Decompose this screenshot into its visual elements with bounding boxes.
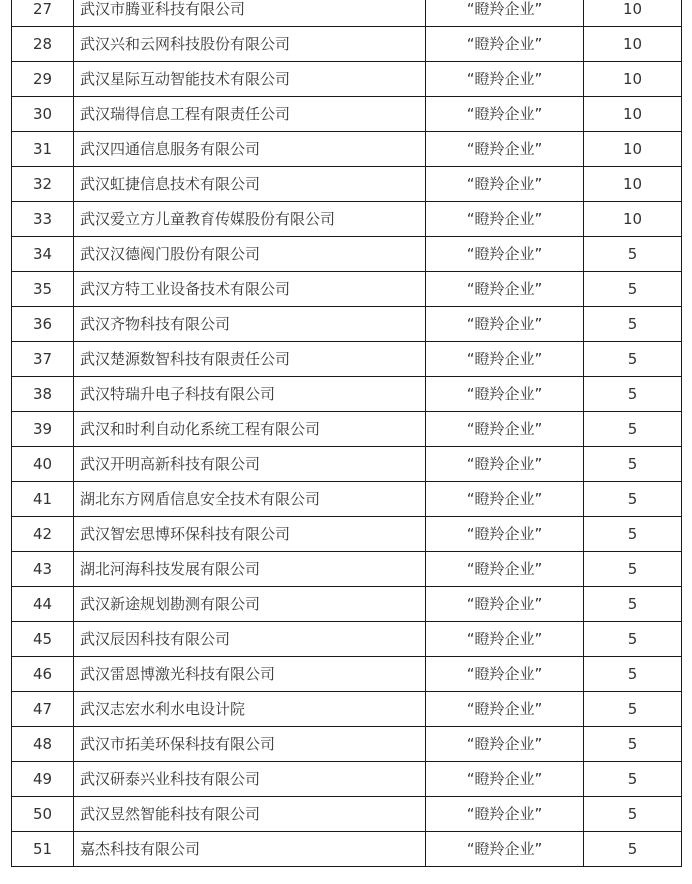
score-cell: 10 [584,167,682,202]
score-cell: 5 [584,237,682,272]
row-number-cell: 36 [12,307,74,342]
row-number-cell: 28 [12,27,74,62]
table-row [12,587,682,622]
company-name-cell: 武汉辰因科技有限公司 [74,622,426,657]
score-cell: 5 [584,797,682,832]
company-name-cell: 武汉兴和云网科技股份有限公司 [74,27,426,62]
table-row [12,622,682,657]
enterprise-type-cell: “瞪羚企业” [426,727,584,762]
enterprise-type-cell: “瞪羚企业” [426,832,584,867]
score-cell: 5 [584,552,682,587]
score-cell: 5 [584,727,682,762]
row-number-cell: 33 [12,202,74,237]
score-cell: 5 [584,377,682,412]
table-row [12,832,682,867]
company-name-cell: 武汉虹捷信息技术有限公司 [74,167,426,202]
enterprise-type-cell: “瞪羚企业” [426,377,584,412]
enterprise-type-cell: “瞪羚企业” [426,447,584,482]
row-number-cell: 45 [12,622,74,657]
score-cell: 5 [584,762,682,797]
enterprise-type-cell: “瞪羚企业” [426,0,584,27]
score-cell: 10 [584,202,682,237]
company-name-cell: 武汉楚源数智科技有限责任公司 [74,342,426,377]
enterprise-type-cell: “瞪羚企业” [426,132,584,167]
table-row [12,482,682,517]
enterprise-type-cell: “瞪羚企业” [426,167,584,202]
row-number-cell: 29 [12,62,74,97]
score-cell: 10 [584,62,682,97]
enterprise-type-cell: “瞪羚企业” [426,307,584,342]
enterprise-type-cell: “瞪羚企业” [426,272,584,307]
score-cell: 5 [584,447,682,482]
row-number-cell: 37 [12,342,74,377]
company-name-cell: 武汉昱然智能科技有限公司 [74,797,426,832]
enterprise-type-cell: “瞪羚企业” [426,237,584,272]
enterprise-type-cell: “瞪羚企业” [426,27,584,62]
row-number-cell: 40 [12,447,74,482]
score-cell: 5 [584,412,682,447]
score-cell: 5 [584,272,682,307]
score-cell: 5 [584,657,682,692]
company-name-cell: 湖北河海科技发展有限公司 [74,552,426,587]
enterprise-type-cell: “瞪羚企业” [426,97,584,132]
company-name-cell: 武汉和时利自动化系统工程有限公司 [74,412,426,447]
enterprise-type-cell: “瞪羚企业” [426,622,584,657]
enterprise-type-cell: “瞪羚企业” [426,62,584,97]
row-number-cell: 49 [12,762,74,797]
table-row [12,202,682,237]
company-name-cell: 武汉齐物科技有限公司 [74,307,426,342]
row-number-cell: 51 [12,832,74,867]
score-cell: 10 [584,27,682,62]
row-number-cell: 44 [12,587,74,622]
enterprise-type-cell: “瞪羚企业” [426,517,584,552]
row-number-cell: 47 [12,692,74,727]
company-name-cell: 武汉特瑞升电子科技有限公司 [74,377,426,412]
score-cell: 5 [584,482,682,517]
company-name-cell: 武汉方特工业设备技术有限公司 [74,272,426,307]
row-number-cell: 50 [12,797,74,832]
row-number-cell: 34 [12,237,74,272]
table-row [12,97,682,132]
company-name-cell: 武汉四通信息服务有限公司 [74,132,426,167]
company-name-cell: 湖北东方网盾信息安全技术有限公司 [74,482,426,517]
score-cell: 5 [584,342,682,377]
row-number-cell: 46 [12,657,74,692]
company-name-cell: 武汉志宏水利水电设计院 [74,692,426,727]
table-row [12,237,682,272]
company-name-cell: 武汉汉德阀门股份有限公司 [74,237,426,272]
company-name-cell: 武汉星际互动智能技术有限公司 [74,62,426,97]
row-number-cell: 48 [12,727,74,762]
enterprise-type-cell: “瞪羚企业” [426,692,584,727]
row-number-cell: 42 [12,517,74,552]
enterprise-type-cell: “瞪羚企业” [426,202,584,237]
row-number-cell: 32 [12,167,74,202]
table-row [12,552,682,587]
enterprise-type-cell: “瞪羚企业” [426,552,584,587]
enterprise-type-cell: “瞪羚企业” [426,797,584,832]
row-number-cell: 41 [12,482,74,517]
table-row [12,447,682,482]
score-cell: 5 [584,622,682,657]
enterprise-type-cell: “瞪羚企业” [426,657,584,692]
table-row [12,167,682,202]
row-number-cell: 38 [12,377,74,412]
company-name-cell: 嘉杰科技有限公司 [74,832,426,867]
company-name-cell: 武汉新途规划勘测有限公司 [74,587,426,622]
company-name-cell: 武汉爱立方儿童教育传媒股份有限公司 [74,202,426,237]
row-number-cell: 39 [12,412,74,447]
table-row [12,62,682,97]
table-row [12,0,682,27]
score-cell: 5 [584,832,682,867]
score-cell: 10 [584,0,682,27]
score-cell: 5 [584,517,682,552]
company-name-cell: 武汉智宏思博环保科技有限公司 [74,517,426,552]
company-name-cell: 武汉研泰兴业科技有限公司 [74,762,426,797]
enterprise-type-cell: “瞪羚企业” [426,412,584,447]
row-number-cell: 30 [12,97,74,132]
table-row [12,412,682,447]
company-name-cell: 武汉雷恩博激光科技有限公司 [74,657,426,692]
score-cell: 5 [584,587,682,622]
company-name-cell: 武汉开明高新科技有限公司 [74,447,426,482]
row-number-cell: 31 [12,132,74,167]
table-row [12,27,682,62]
enterprise-type-cell: “瞪羚企业” [426,482,584,517]
company-name-cell: 武汉市腾亚科技有限公司 [74,0,426,27]
enterprise-list-table-container [11,0,681,867]
enterprise-type-cell: “瞪羚企业” [426,762,584,797]
table-row [12,377,682,412]
table-body [12,0,682,867]
row-number-cell: 35 [12,272,74,307]
score-cell: 10 [584,97,682,132]
table-row [12,797,682,832]
company-name-cell: 武汉市拓美环保科技有限公司 [74,727,426,762]
score-cell: 5 [584,307,682,342]
table-row [12,657,682,692]
enterprise-list-table [11,0,682,867]
table-row [12,307,682,342]
table-row [12,342,682,377]
enterprise-type-cell: “瞪羚企业” [426,342,584,377]
table-row [12,272,682,307]
table-row [12,517,682,552]
enterprise-type-cell: “瞪羚企业” [426,587,584,622]
table-row [12,762,682,797]
table-row [12,727,682,762]
score-cell: 5 [584,692,682,727]
company-name-cell: 武汉瑞得信息工程有限责任公司 [74,97,426,132]
row-number-cell: 27 [12,0,74,27]
row-number-cell: 43 [12,552,74,587]
score-cell: 10 [584,132,682,167]
table-row [12,132,682,167]
table-row [12,692,682,727]
